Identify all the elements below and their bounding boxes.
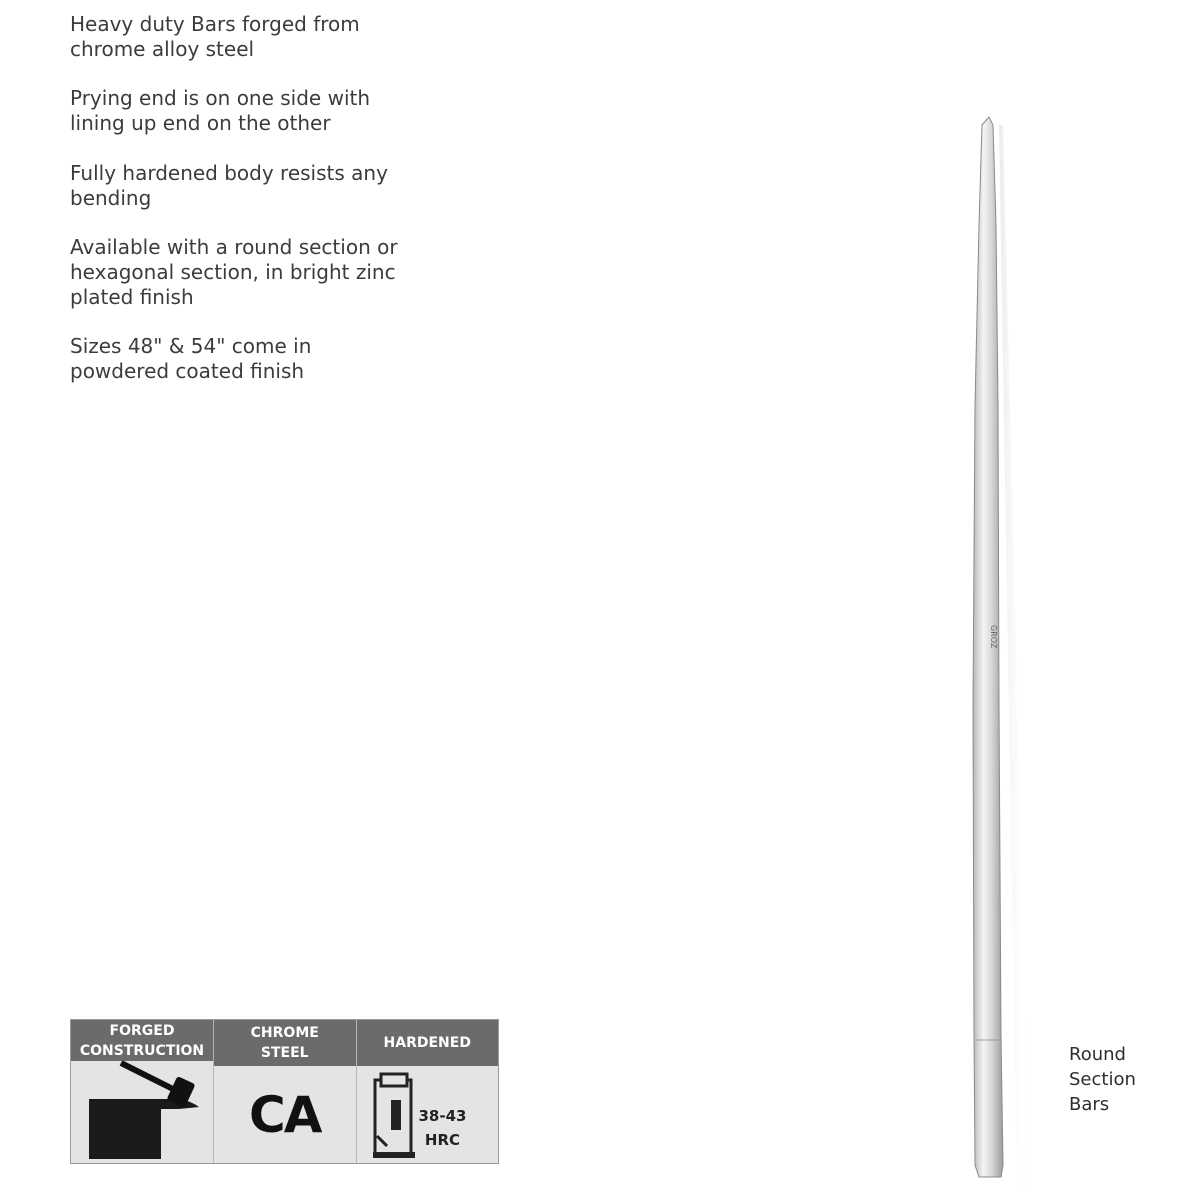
hardness-tester-icon	[365, 1066, 425, 1164]
badge-forged-construction	[71, 1020, 214, 1163]
badge-header	[214, 1020, 356, 1066]
badge-title-line1: FORGED	[109, 1022, 175, 1039]
badge-body	[357, 1066, 499, 1163]
round-section-bar-image	[955, 105, 1035, 1190]
hammer-anvil-icon	[71, 1061, 213, 1159]
badge-title-line2: STEEL	[260, 1045, 309, 1061]
badge-header	[71, 1020, 213, 1061]
chrome-alloy-mark: CA	[249, 1086, 321, 1144]
feature-item: Available with a round section or hexagonal section, in bright zinc plated finish	[70, 235, 398, 309]
badge-title-line1: CHROME	[250, 1025, 319, 1041]
badge-body	[71, 1061, 213, 1163]
feature-item: Sizes 48" & 54" come in powdered coated finish	[70, 334, 312, 383]
caption-line: Bars	[1069, 1094, 1110, 1115]
hardness-range: 38-43 HRC	[418, 1107, 467, 1149]
badge-chrome-steel	[214, 1020, 357, 1163]
badge-hardened	[357, 1020, 499, 1163]
feature-item: Fully hardened body resists any bending	[70, 161, 388, 210]
feature-item: Heavy duty Bars forged from chrome alloy steel	[70, 12, 360, 61]
caption-line: Round	[1069, 1044, 1126, 1065]
badge-header	[357, 1020, 499, 1066]
badge-body	[214, 1066, 356, 1163]
bar-brand-mark: GROZ	[989, 625, 998, 649]
bar-caption	[1069, 1042, 1136, 1117]
caption-line: Section	[1069, 1069, 1136, 1090]
badge-title: HARDENED	[383, 1035, 471, 1051]
feature-list	[70, 12, 400, 408]
feature-badges	[70, 1019, 499, 1164]
feature-item: Prying end is on one side with lining up end on the other	[70, 86, 371, 135]
badge-title-line2: CONSTRUCTION	[79, 1042, 205, 1059]
